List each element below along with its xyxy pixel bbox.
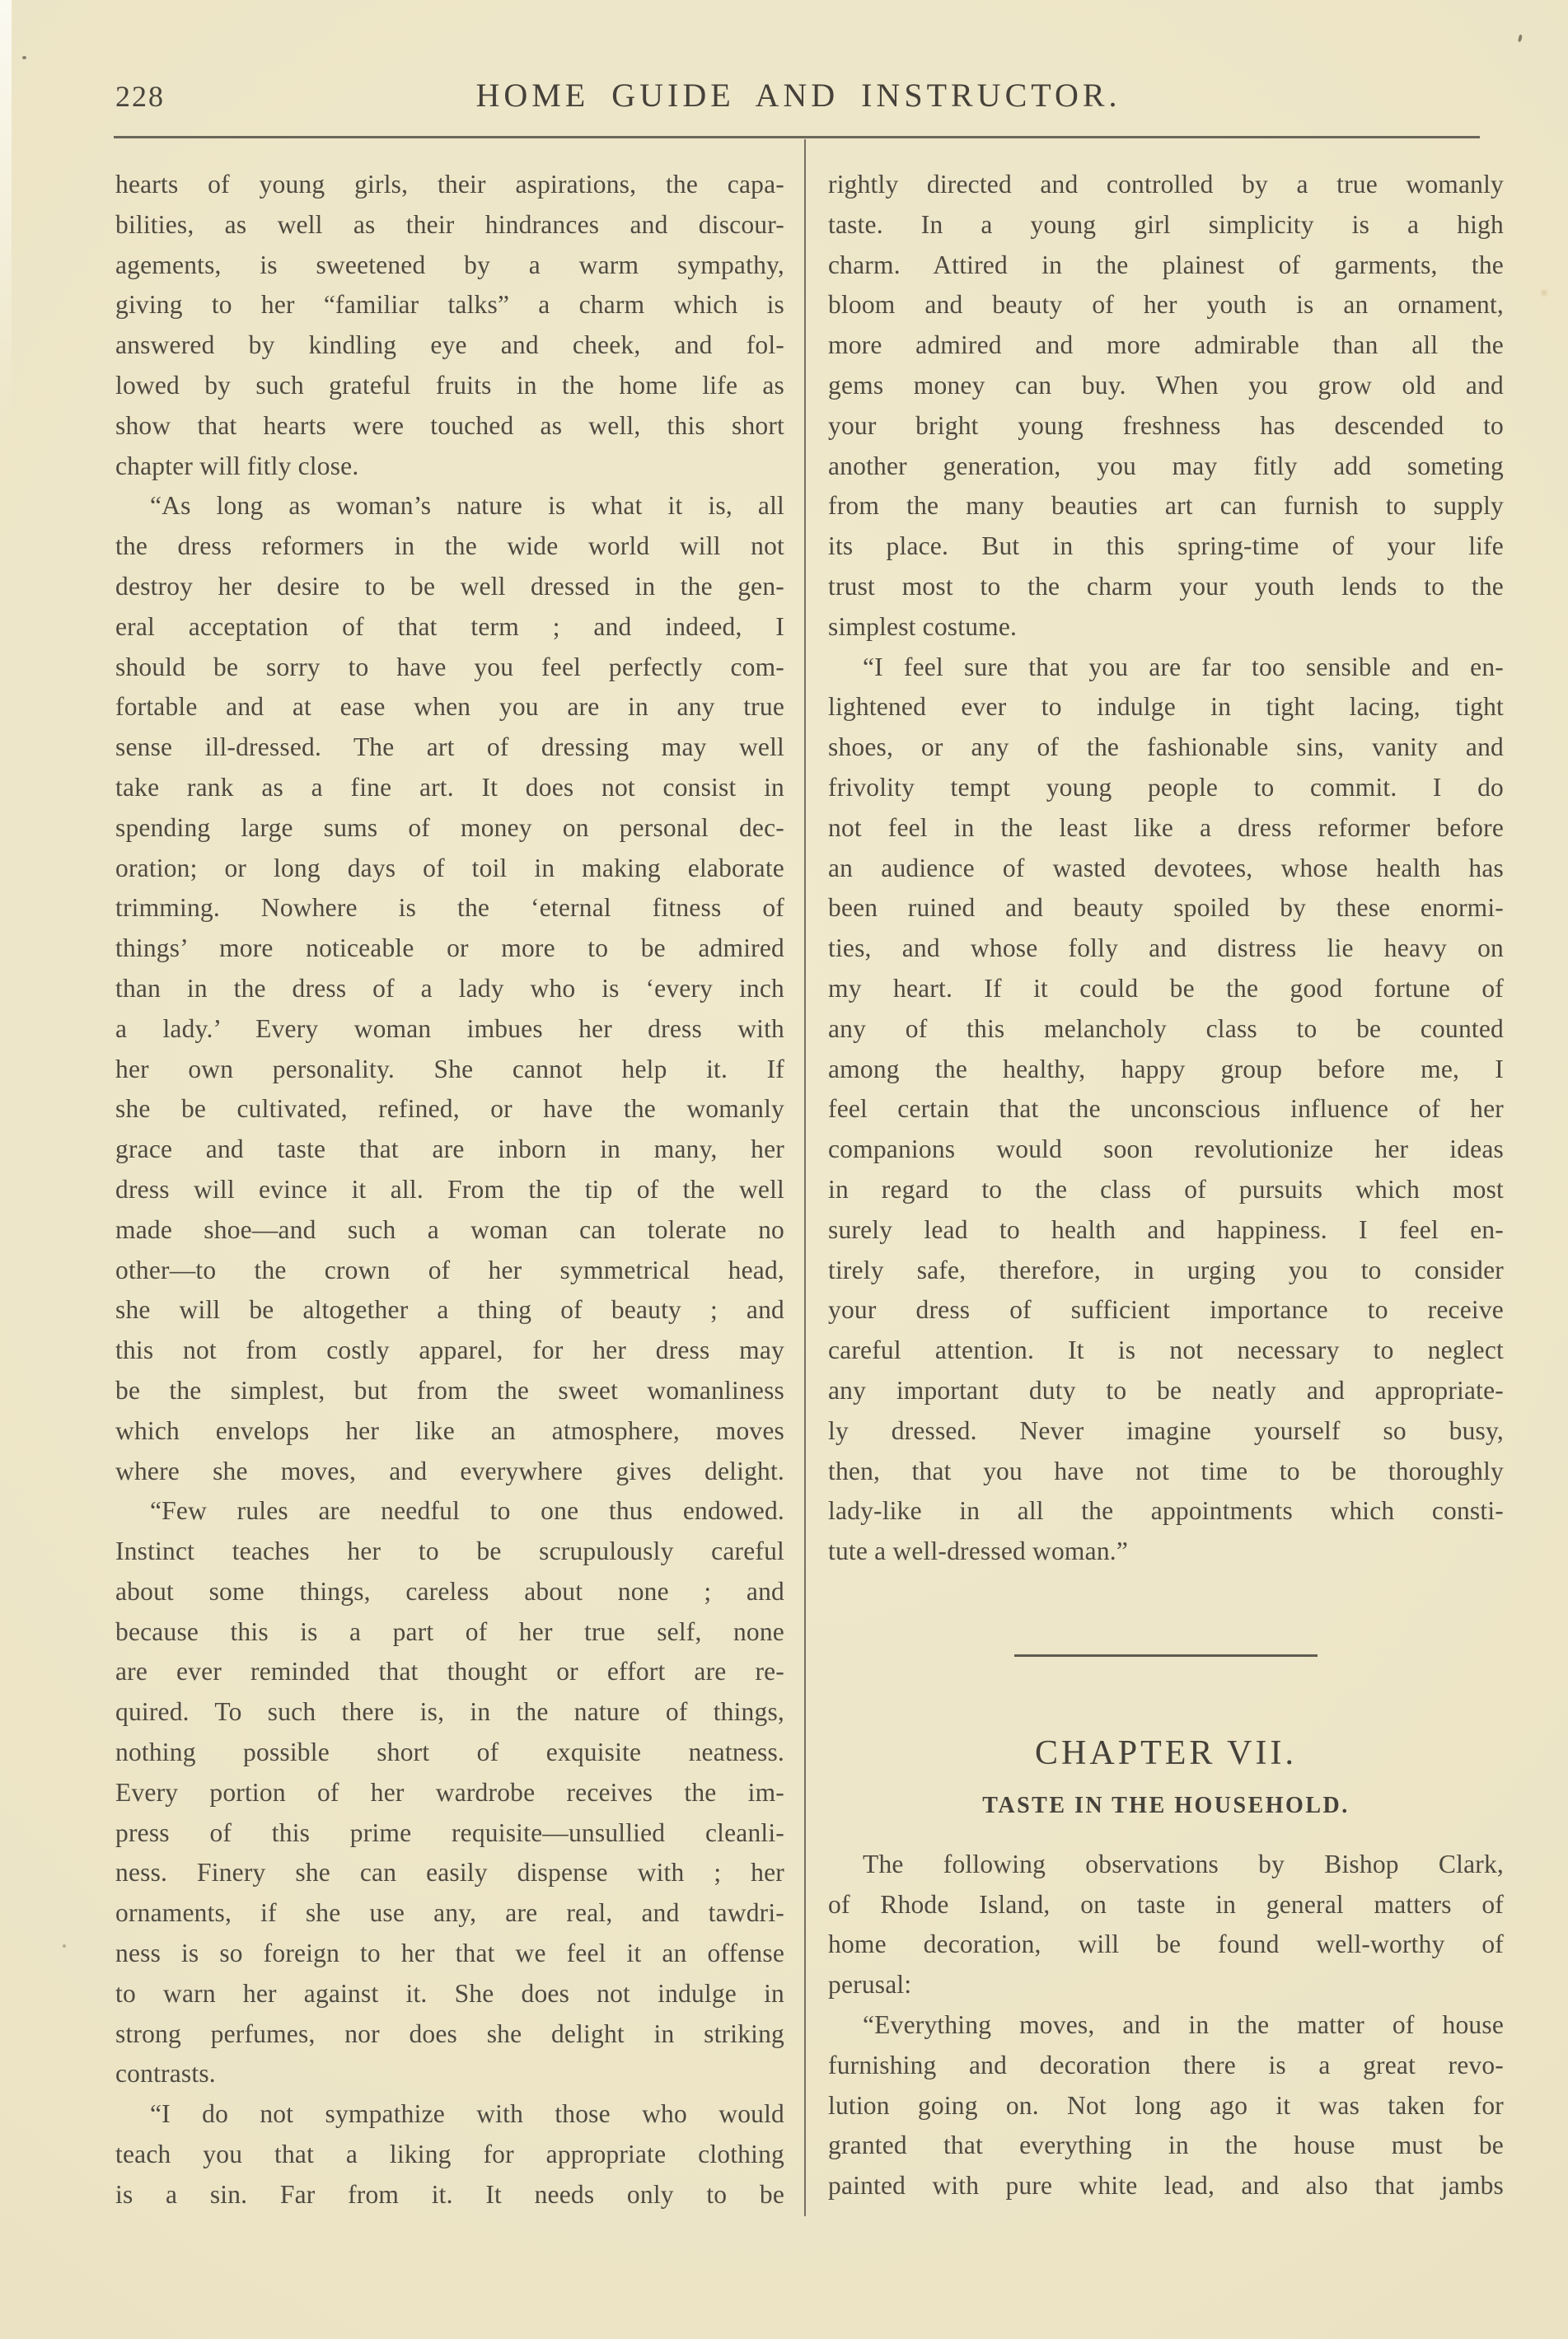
- text-line: dress will evince it all. From the tip of the well: [115, 1174, 784, 1204]
- scan-speck: [1518, 35, 1523, 43]
- text-line: been ruined and beauty spoiled by these enormi-: [828, 893, 1504, 923]
- text-line: destroy her desire to be well dressed in the gen-: [115, 571, 784, 601]
- scan-speck: [63, 1944, 66, 1948]
- text-line: home decoration, will be found well-worthy of: [828, 1930, 1504, 1959]
- text-line: ornaments, if she use any, are real, and tawdri-: [115, 1898, 784, 1928]
- paragraph: [115, 2094, 784, 2215]
- text-line: Instinct teaches her to be scrupulously careful: [115, 1537, 784, 1566]
- text-line: she will be altogether a thing of beauty ; and: [115, 1295, 784, 1325]
- right-column-top: [828, 165, 1504, 1572]
- left-column: [115, 165, 784, 2215]
- column-divider: [804, 139, 806, 2216]
- text-line: lightened ever to indulge in tight lacing, tight: [828, 692, 1504, 722]
- text-line: grace and taste that are inborn in many, her: [115, 1134, 784, 1164]
- text-line: strong perfumes, nor does she delight in striking: [115, 2019, 784, 2048]
- text-line: “As long as woman’s nature is what it is, all: [150, 491, 784, 521]
- text-line: agements, is sweetened by a warm sympathy,: [115, 250, 784, 279]
- text-line: “Few rules are needful to one thus endowed.: [150, 1496, 784, 1526]
- text-line: should be sorry to have you feel perfectly com-: [115, 652, 784, 681]
- text-line: show that hearts were touched as well, this short: [115, 410, 784, 440]
- text-line: lady-like in all the appointments which consti-: [828, 1496, 1504, 1526]
- text-line: teach you that a liking for appropriate clothing: [115, 2140, 784, 2169]
- text-line: companions would soon revolutionize her ideas: [828, 1134, 1504, 1164]
- text-line: more admired and more admirable than all the: [828, 330, 1504, 360]
- text-line: feel certain that the unconscious influence of her: [828, 1094, 1504, 1124]
- running-head-title: HOME GUIDE AND INSTRUCTOR.: [475, 77, 1121, 114]
- paragraph: [115, 165, 784, 486]
- text-line: tute a well-dressed woman.”: [828, 1537, 1129, 1566]
- text-line: The following observations by Bishop Clark,: [863, 1849, 1504, 1878]
- text-line: contrasts.: [115, 2059, 216, 2089]
- text-line: your bright young freshness has descended to: [828, 410, 1504, 440]
- text-line: made shoe—and such a woman can tolerate no: [115, 1214, 784, 1244]
- text-line: taste. In a young girl simplicity is a high: [828, 209, 1504, 239]
- text-line: about some things, careless about none ; and: [115, 1576, 784, 1606]
- text-line: “I do not sympathize with those who would: [150, 2099, 784, 2129]
- text-line: trust most to the charm your youth lends to the: [828, 571, 1504, 601]
- text-line: her own personality. She cannot help it. If: [115, 1054, 784, 1083]
- text-line: quired. To such there is, in the nature of things,: [115, 1697, 784, 1727]
- text-line: is a sin. Far from it. It needs only to be: [115, 2179, 784, 2209]
- header-rule: [114, 136, 1480, 138]
- text-line: she be cultivated, refined, or have the womanly: [115, 1094, 784, 1124]
- text-line: bilities, as well as their hindrances and discour-: [115, 209, 784, 239]
- text-line: my heart. If it could be the good fortune of: [828, 973, 1504, 1003]
- text-line: trimming. Nowhere is the ‘eternal fitness of: [115, 893, 784, 923]
- text-line: sense ill-dressed. The art of dressing may well: [115, 732, 784, 762]
- text-line: rightly directed and controlled by a true womanly: [828, 170, 1504, 199]
- scan-edge-highlight: [0, 0, 12, 428]
- text-line: where she moves, and everywhere gives delight.: [115, 1456, 784, 1485]
- text-line: this not from costly apparel, for her dress may: [115, 1336, 784, 1365]
- text-line: giving to her “familiar talks” a charm which is: [115, 290, 784, 320]
- text-line: shoes, or any of the fashionable sins, vanity and: [828, 732, 1504, 762]
- text-line: fortable and at ease when you are in any true: [115, 692, 784, 722]
- text-line: to warn her against it. She does not indulge in: [115, 1978, 784, 2008]
- text-line: from the many beauties art can furnish to supply: [828, 491, 1504, 521]
- text-line: ness is so foreign to her that we feel it an offense: [115, 1939, 784, 1968]
- text-line: lution going on. Not long ago it was taken for: [828, 2090, 1504, 2120]
- text-line: an audience of wasted devotees, whose health has: [828, 853, 1504, 882]
- text-line: eral acceptation of that term ; and indeed, I: [115, 611, 784, 641]
- text-line: a lady.’ Every woman imbues her dress with: [115, 1013, 784, 1043]
- text-line: take rank as a fine art. It does not consist in: [115, 772, 784, 802]
- text-line: among the healthy, happy group before me, I: [828, 1054, 1504, 1083]
- text-line: frivolity tempt young people to commit. I do: [828, 772, 1504, 802]
- right-column-bottom: [828, 1845, 1504, 2206]
- text-line: in regard to the class of pursuits which most: [828, 1174, 1504, 1204]
- text-line: of Rhode Island, on taste in general matters of: [828, 1889, 1504, 1919]
- text-line: things’ more noticeable or more to be admired: [115, 933, 784, 963]
- text-line: be the simplest, but from the sweet womanliness: [115, 1375, 784, 1405]
- text-line: “I feel sure that you are far too sensible and en-: [863, 652, 1504, 681]
- text-line: granted that everything in the house must be: [828, 2131, 1504, 2160]
- text-line: spending large sums of money on personal dec-: [115, 812, 784, 842]
- paragraph: [828, 648, 1504, 1572]
- right-column: [828, 165, 1504, 2206]
- text-line: careful attention. It is not necessary to neglect: [828, 1336, 1504, 1365]
- text-line: another generation, you may fitly add someting: [828, 451, 1504, 480]
- text-line: are ever reminded that thought or effort are re-: [115, 1657, 784, 1686]
- text-line: than in the dress of a lady who is ‘every inch: [115, 973, 784, 1003]
- text-line: surely lead to health and happiness. I feel en-: [828, 1214, 1504, 1244]
- text-line: not feel in the least like a dress reformer before: [828, 812, 1504, 842]
- text-line: simplest costume.: [828, 611, 1018, 641]
- paragraph: [828, 1845, 1504, 2005]
- paragraph: [828, 165, 1504, 648]
- text-line: tirely safe, therefore, in urging you to consider: [828, 1255, 1504, 1284]
- text-line: gems money can buy. When you grow old and: [828, 370, 1504, 400]
- text-line: answered by kindling eye and cheek, and fol-: [115, 330, 784, 360]
- paragraph: [115, 1491, 784, 2094]
- text-line: “Everything moves, and in the matter of house: [863, 2010, 1504, 2040]
- text-line: because this is a part of her true self, none: [115, 1616, 784, 1646]
- text-line: then, that you have not time to be thoroughly: [828, 1456, 1504, 1485]
- section-divider-rule: [1014, 1654, 1318, 1657]
- text-line: charm. Attired in the plainest of garments, the: [828, 250, 1504, 279]
- text-line: painted with pure white lead, and also that jambs: [828, 2171, 1504, 2201]
- paragraph: [115, 486, 784, 1491]
- text-line: ness. Finery she can easily dispense with ; her: [115, 1858, 784, 1888]
- text-line: perusal:: [828, 1970, 912, 2000]
- scan-speck: [22, 56, 26, 59]
- text-line: ties, and whose folly and distress lie heavy on: [828, 933, 1504, 963]
- text-line: Every portion of her wardrobe receives the im-: [115, 1777, 784, 1807]
- text-line: bloom and beauty of her youth is an ornament,: [828, 290, 1504, 320]
- page-number: 228: [115, 80, 165, 113]
- text-line: your dress of sufficient importance to receive: [828, 1295, 1504, 1325]
- text-line: nothing possible short of exquisite neatness.: [115, 1738, 784, 1767]
- text-line: other—to the crown of her symmetrical head,: [115, 1255, 784, 1284]
- text-line: press of this prime requisite—unsullied cleanli-: [115, 1817, 784, 1847]
- text-line: any of this melancholy class to be counted: [828, 1013, 1504, 1043]
- chapter-heading: CHAPTER VII.: [1035, 1733, 1297, 1772]
- paper-stain: [1539, 288, 1549, 297]
- text-line: furnishing and decoration there is a great revo-: [828, 2050, 1504, 2079]
- text-line: chapter will fitly close.: [115, 451, 359, 480]
- text-line: any important duty to be neatly and appropriate-: [828, 1375, 1504, 1405]
- text-line: oration; or long days of toil in making elaborate: [115, 853, 784, 882]
- text-line: hearts of young girls, their aspirations, the capa-: [115, 170, 784, 199]
- text-line: its place. But in this spring-time of your life: [828, 531, 1504, 561]
- paragraph: [828, 2005, 1504, 2206]
- chapter-subheading: TASTE IN THE HOUSEHOLD.: [982, 1792, 1350, 1818]
- text-line: ly dressed. Never imagine yourself so busy,: [828, 1415, 1504, 1445]
- text-line: the dress reformers in the wide world will not: [115, 531, 784, 561]
- text-line: lowed by such grateful fruits in the home life as: [115, 370, 784, 400]
- text-line: which envelops her like an atmosphere, moves: [115, 1415, 784, 1445]
